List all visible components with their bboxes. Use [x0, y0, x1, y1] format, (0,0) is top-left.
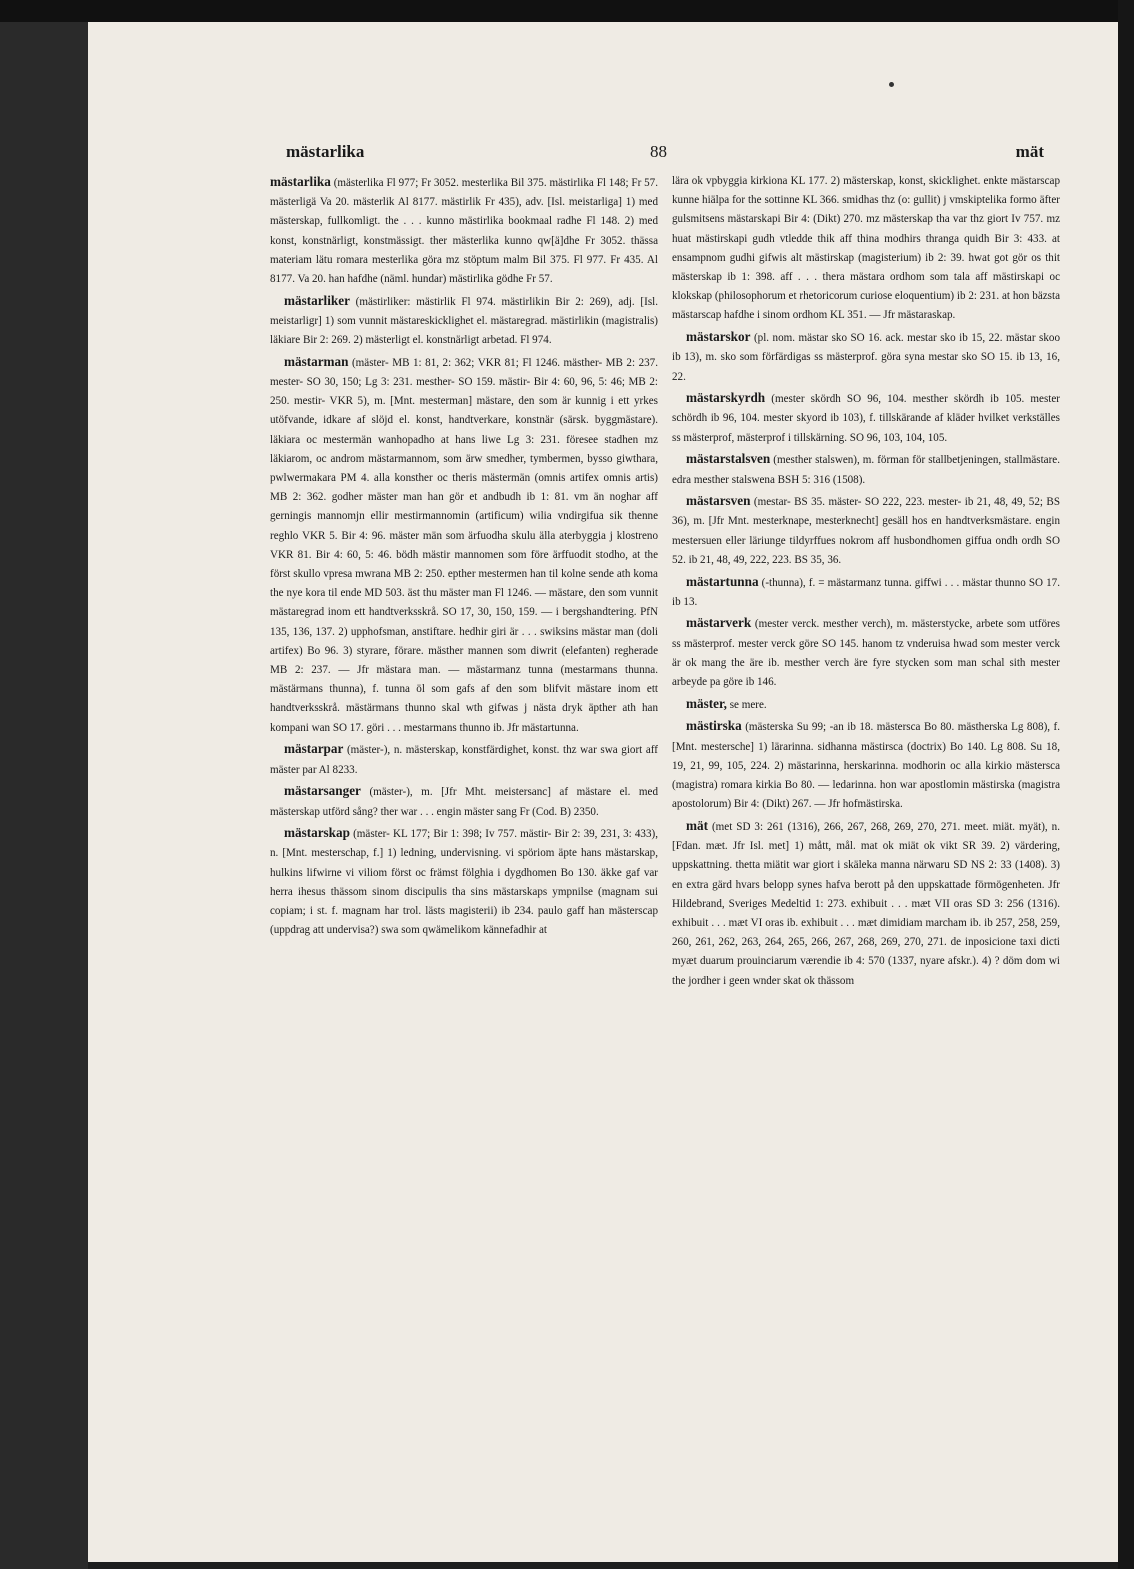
- entry-lemma: mästartunna: [686, 573, 759, 589]
- entry-lemma: mästarliker: [284, 292, 350, 308]
- scan-margin-right: [1118, 0, 1134, 1569]
- page-header: [286, 142, 1044, 166]
- dictionary-entry: [672, 613, 1060, 692]
- entry-lemma: mästarskor: [686, 329, 751, 345]
- entry-lemma: mäster,: [686, 695, 727, 711]
- left-column: [270, 172, 658, 942]
- dictionary-entry: [672, 327, 1060, 387]
- entry-text: lära ok vpbyggia kirkiona KL 177. 2) mästerskap, konst, skicklighet. enkte mästarscap kunne hiälpa for the sottinne KL 366. smidhas thz (o: gullit) j vmskiptelika formo äfter gulsmitsens mästarskapi Bir 4: (Dikt) 270. mz mästerskap tha var thz giort Iv 757. mz huat mästirskapi gudh vtledde thik aff thina modhirs thranga quidh Bir 3: 433. at ensampnom gudhi gifwis alt mästirskap (magisterium) ib 2: 39. hwat got gör os thit mästerskap ib 1: 398. aff . . . thera mästara ordhom som tala aff mästirskapi oc klokskap (philosophorum et rhetoricorum curiose eloquentium) ib 2: 231. at hon bäzsta mästarscap hafdhe i sinom ordhom KL 351. — Jfr mästaraskap.: [672, 175, 1060, 322]
- dictionary-entry: [270, 291, 658, 351]
- scan-margin-left: [0, 0, 88, 1569]
- entry-lemma: mästarpar: [284, 741, 344, 757]
- dictionary-entry: [270, 739, 658, 779]
- dictionary-entry: [672, 694, 1060, 715]
- dictionary-entry: [672, 716, 1060, 814]
- entry-lemma: mästarsanger: [284, 783, 361, 799]
- guide-word-right: mät: [1015, 142, 1044, 161]
- entry-text: (mäster-), m. [Jfr Mht. meistersanc] af mästare el. med mästerskap utförd sång? ther war . . . engin mäster sang Fr (Cod. B) 2350.: [270, 786, 658, 818]
- entry-text: (mästerska Su 99; -an ib 18. mästersca Bo 80. mästherska Lg 808), f. [Mnt. mestersche] 1) lärarinna. sidhanna mästirsca (doctrix) Bo 140. Lg 808. Su 18, 19, 21, 99, 105, 224. 2) mästarinna, herskarinna. modhorin oc alla kirkio mästersca (magistra) romara kirkia Bo 80. — ledarinna. hon war apostlomin mästirska (magistra apostolorum) Bir 4: (Dikt) 267. — Jfr hofmästirska.: [672, 721, 1060, 811]
- dictionary-entry: [672, 816, 1060, 991]
- entry-text: (met SD 3: 261 (1316), 266, 267, 268, 269, 270, 271. meet. miät. myät), n. [Fdan. mæt. Jfr Isl. met] 1) mått, mål. mat ok miät ok vikt SR 39. 2) värdering, uppskattning. thetta miätit war giort i skäleka manna närwaru SD NS 2: 33 (1408). 3) en extra gärd hvars belopp synes hafva berott på den uppskattade förmögenheten. Jfr Hildebrand, Sveriges Medeltid 1: 273. exhibuit . . . mæt VII oras SD 3: 256 (1316). exhibuit . . . mæt VI oras ib. exhibuit . . . mæt dimidiam marcham ib. ib 257, 258, 259, 260, 261, 262, 263, 264, 265, 266, 267, 268, 269, 270, 271. de inposicione taxi dicti myæt duarum prouinciarum værendie ib 4: 570 (1337, nyare afskr.). 4) ? döm dom wi the jordher i geen wnder skat ok thässom: [672, 821, 1060, 987]
- entry-lemma: mät: [686, 818, 708, 833]
- entry-text: (mäster- MB 1: 81, 2: 362; VKR 81; Fl 1246. mästher- MB 2: 237. mester- SO 30, 150; Lg 3: 231. mesther- SO 159. mästir- Bir 4: 60, 96, 5: 46; MB 2: 250. mestir- VKR 5), m. [Mnt. mesterman] mästare, den som är kunnig i ett yrkes utöfvande, idkare af slöjd el. konst, handtverkare, konstnär (särsk. byggmästare). läkiara oc mestermän wanhopadho at hans liwe Lg 3: 231. föresee stadhen mz läkiarom, oc androm mästarmannom, som ärw smedher, tymbermen, bysso giwthara, pwlwermakara PM 4. alla konsther oc theris mästermän (omnis artifex omnis artis) MB 2: 362. godher mäster man han gör et andbudh ib 1: 81. vm än noghar aff gerningis mannomjn ellir mestirmannomin (artificum) wilia vndirgifua sik thenne reghlo VKR 5. Bir 4: 96. mäster män som ärfuodha skulu älla aterbyggia j klostreno VKR 81. Bir 4: 60, 5: 46. bödh mästir mannomen som före ärffuodit stodho, at the först skullo vpresa mwrana MB 2: 250. epther mestermen han til kolne sende ath koma the nye kora til ende MD 503. äst thu mäster man Fl 1246. — mästare, den som vunnit mästaregrad inom ett handtverksskrå. SO 17, 30, 150, 159. — i bergshandtering. PfN 135, 136, 137. 2) upphofsman, anstiftare. hedhir giri är . . . swiksins mästar man (doli artifex) Bo 96. 3) styrare, förare. mästher mannen som diwrit (elefanten) regherade MB 2: 237. — Jfr mästara man. — mästarmanz tunna (mestarmans thunna. mästärmans thunna), f. tunna öl som gafs af den som blifvit mästare inom ett handtverksskrå. mästärmans thunno skal wth gifwas j nästa dryk äpther ath han kompani wan SO 17. göri . . . mestarmans thunno ib. Jfr mästartunna.: [270, 356, 658, 734]
- entry-lemma: mästarverk: [686, 615, 752, 631]
- dictionary-entry: [270, 823, 658, 940]
- entry-lemma: mästarman: [284, 353, 349, 369]
- entry-text: (mestar- BS 35. mäster- SO 222, 223. mester- ib 21, 48, 49, 52; BS 36), m. [Jfr Mnt. mesterknape, mesterknecht] gesäll hos en handtverksmästare. engin mestersuen eller läriunge tildyrffues nokrom aff husbondhomen giffua ondh ordh SO 52. ib 21, 48, 49, 222, 223. BS 35, 36.: [672, 496, 1060, 566]
- entry-text: se mere.: [729, 698, 767, 711]
- entry-lemma: mästarskap: [284, 825, 350, 841]
- dictionary-entry: [672, 572, 1060, 612]
- entry-lemma: mästirska: [686, 718, 742, 734]
- dictionary-entry: [270, 781, 658, 821]
- entry-text: (mästerlika Fl 977; Fr 3052. mesterlika Bil 375. mästirlika Fl 148; Fr 57. mästerligä Va 20. mästerlik Al 8177. mästirlik Fr 435), adv. [Isl. meistarliga] 1) med mästerskap, fullkomligt. the . . . kunno mästirlika bookmaal radhe Fl 148. 2) med konst, konstnärligt, konstmässigt. ther mästerlika kunno qw[ä]dhe Fr 3052. thässa materiam lätu romara mesterlika göra mz stöptum malm Bil 375. Fl 977. Fr 435. Al 8177. Va 20. han hafdhe (näml. hundar) mästirlika gödhe Fr 57.: [270, 177, 658, 286]
- entry-text: (mester skördh SO 96, 104. mesther skördh ib 105. mester schördh ib 96, 104. mester skyord ib 103), f. tillskärande af kläder hvilket verkställes ss mästerprof, mästerprof i tillskärning. SO 96, 103, 104, 105.: [672, 393, 1060, 444]
- dictionary-entry: [672, 388, 1060, 448]
- entry-text: (mester verck. mesther verch), m. mästerstycke, arbete som utföres ss mästerprof. mester verck göre SO 145. hanom tz vnderuisa hwad som mester verck är ok mang the äre ib. mesther verch äre fyre stycken som man schal sith mester arbeyde pa göre ib 146.: [672, 618, 1060, 689]
- dictionary-entry: [270, 172, 658, 289]
- page-number: 88: [650, 142, 667, 161]
- entry-text: (-thunna), f. = mästarmanz tunna. giffwi . . . mästar thunno SO 17. ib 13.: [672, 576, 1060, 608]
- entry-lemma: mästarlika: [270, 174, 331, 189]
- entry-lemma: mästarskyrdh: [686, 390, 766, 406]
- entry-text: (mesther stalswen), m. förman för stallbetjeningen, stallmästare. edra mesther stalswena BSH 5: 316 (1508).: [672, 454, 1060, 486]
- scan-margin-top: [0, 0, 1134, 22]
- dictionary-entry: [270, 352, 658, 738]
- entry-text: (mäster-), n. mästerskap, konstfärdighet, konst. thz war swa giort aff mäster par Al 8233.: [270, 744, 658, 776]
- dictionary-entry: [672, 491, 1060, 570]
- dictionary-entry: [672, 449, 1060, 489]
- entry-text: (pl. nom. mästar sko SO 16. ack. mestar sko ib 15, 22. mästar skoo ib 13), m. sko som förfärdigas ss mästerprof. göra syna mestar sko SO 15. ib 13, 16, 22.: [672, 332, 1060, 383]
- entry-lemma: mästarstalsven: [686, 451, 771, 467]
- speck: [889, 82, 894, 87]
- right-column: [672, 172, 1060, 992]
- dictionary-entry-continued: [672, 172, 1060, 326]
- entry-lemma: mästarsven: [686, 493, 751, 509]
- guide-word-left: mästarlika: [286, 142, 365, 161]
- entry-text: (mäster- KL 177; Bir 1: 398; Iv 757. mästir- Bir 2: 39, 231, 3: 433), n. [Mnt. mesterschap, f.] 1) ledning, undervisning. vi spöriom äpte hans mästarskap, hulkins lifwirne vi viliom först oc främst fölghia i dygdhomen Bo 130. äkke gaf var herra ihesus thässom sinom discipulis tha sins mästarskaps ympnilse (magnam sui copiam; i st. f. magnam har trol. lästs magisterii) ib 234. paulo gaff han mästerscap (uppdrag att undervisa?) swa som qwämelikom kännefadhir at: [270, 828, 658, 937]
- entry-text: (mästirliker: mästirlik Fl 974. mästirlikin Bir 2: 269), adj. [Isl. meistarligr] 1) som vunnit mästareskicklighet el. mästaregrad. mästirlikin (magistralis) läkiare Bir 2: 269. 2) mästerligt el. konstnärligt arbetad. Fl 974.: [270, 295, 658, 347]
